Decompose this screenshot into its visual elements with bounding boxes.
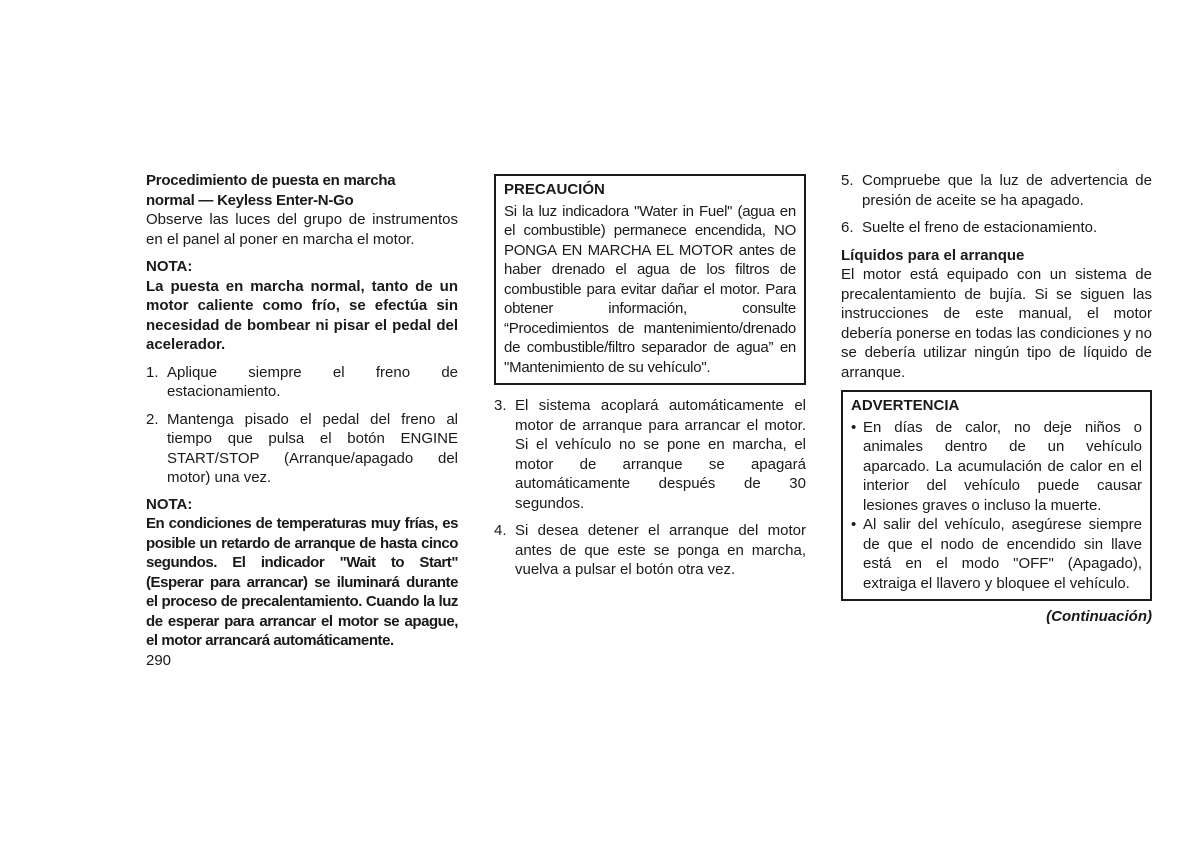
warning-bullet-2 [851,515,1142,593]
step-3-number: 3. [494,397,507,414]
note-label-1: NOTA: [146,258,193,275]
step-6-text: Suelte el freno de estacionamiento. [862,219,1098,236]
page-number: 290 [146,652,172,669]
intro-paragraph: Observe las luces del grupo de instrumentos en el panel al poner en marcha el motor. [146,211,458,248]
section-heading-keyless: Procedimiento de puesta en marcha normal — Keyless Enter-N-Go [146,172,396,209]
step-4-text: Si desea detener el arranque del motor antes de que este se ponga en marcha, vuelva a pulsar el botón otra vez. [515,522,806,578]
step-6-number: 6. [841,219,854,236]
liquids-paragraph: El motor está equipado con un sistema de precalentamiento de bujía. Si se siguen las instrucciones de este manual, el motor debería ponerse en todas las condiciones y no se debería utilizar ningún tipo de líquido de arranque. [841,266,1152,381]
step-5-number: 5. [841,172,854,189]
warning-title: ADVERTENCIA [851,397,960,414]
column-left [146,171,458,651]
step-1-number: 1. [146,363,159,381]
step-2 [146,410,458,488]
bullet-icon: • [851,516,857,533]
warning-box [841,390,1152,601]
caution-box [494,174,806,385]
step-5-text: Compruebe que la luz de advertencia de presión de aceite se ha apagado. [862,172,1152,209]
step-1-text: Aplique siempre el freno de estacionamiento. [167,363,458,400]
bullet-icon: • [851,418,857,436]
liquids-heading: Líquidos para el arranque [841,246,1025,264]
note-label-2: NOTA: [146,495,193,513]
warning-bullet-1-text: En días de calor, no deje niños o animales dentro de un vehículo aparcado. La acumulación de calor en el interior del vehículo puede causar lesiones graves o incluso la muerte. [863,418,1142,514]
step-5 [841,171,1152,210]
column-middle [494,171,806,580]
caution-text: Si la luz indicadora "Water in Fuel" (agua en el combustible) permanece encendida, NO PONGA EN MARCHA EL MOTOR antes de haber drenado el agua de los filtros de combustible para evitar dañar el motor. Para obtener información, consulte “Procedimientos de mantenimiento/drenado de combustible/filtro separador de agua” en "Mantenimiento de su vehículo". [504,202,796,376]
continued-label: (Continuación) [1046,608,1152,625]
step-6 [841,218,1152,238]
step-3 [494,396,806,513]
step-2-number: 2. [146,410,159,428]
step-4 [494,521,806,580]
warning-bullet-2-text: Al salir del vehículo, asegúrese siempre de que el nodo de encendido sin llave está en el modo "OFF" (Apagado), extraiga el llavero y bloquee el vehículo. [863,516,1142,592]
note-text-2: En condiciones de temperaturas muy frías, es posible un retardo de arranque de hasta cinco segundos. El indicador "Wait to Start" (Esperar para arrancar) se iluminará durante el proceso de precalentamiento. Cuando la luz de esperar para arrancar el motor se apague, el motor arrancará automáticamente. [146,515,458,649]
step-2-text: Mantenga pisado el pedal del freno al tiempo que pulsa el botón ENGINE START/STOP (Arranque/apagado del motor) una vez. [167,410,458,486]
warning-bullet-1 [851,418,1142,516]
column-right [841,171,1152,627]
step-3-text: El sistema acoplará automáticamente el motor de arranque para arrancar el motor. Si el vehículo no se pone en marcha, el motor de arranque se apagará automáticamente después de 30 segundos. [515,397,806,512]
step-4-number: 4. [494,522,507,539]
note-text-1: La puesta en marcha normal, tanto de un motor caliente como frío, se efectúa sin necesidad de bombear ni pisar el pedal del acelerador. [146,277,458,353]
caution-title: PRECAUCIÓN [504,181,605,198]
step-1 [146,363,458,402]
